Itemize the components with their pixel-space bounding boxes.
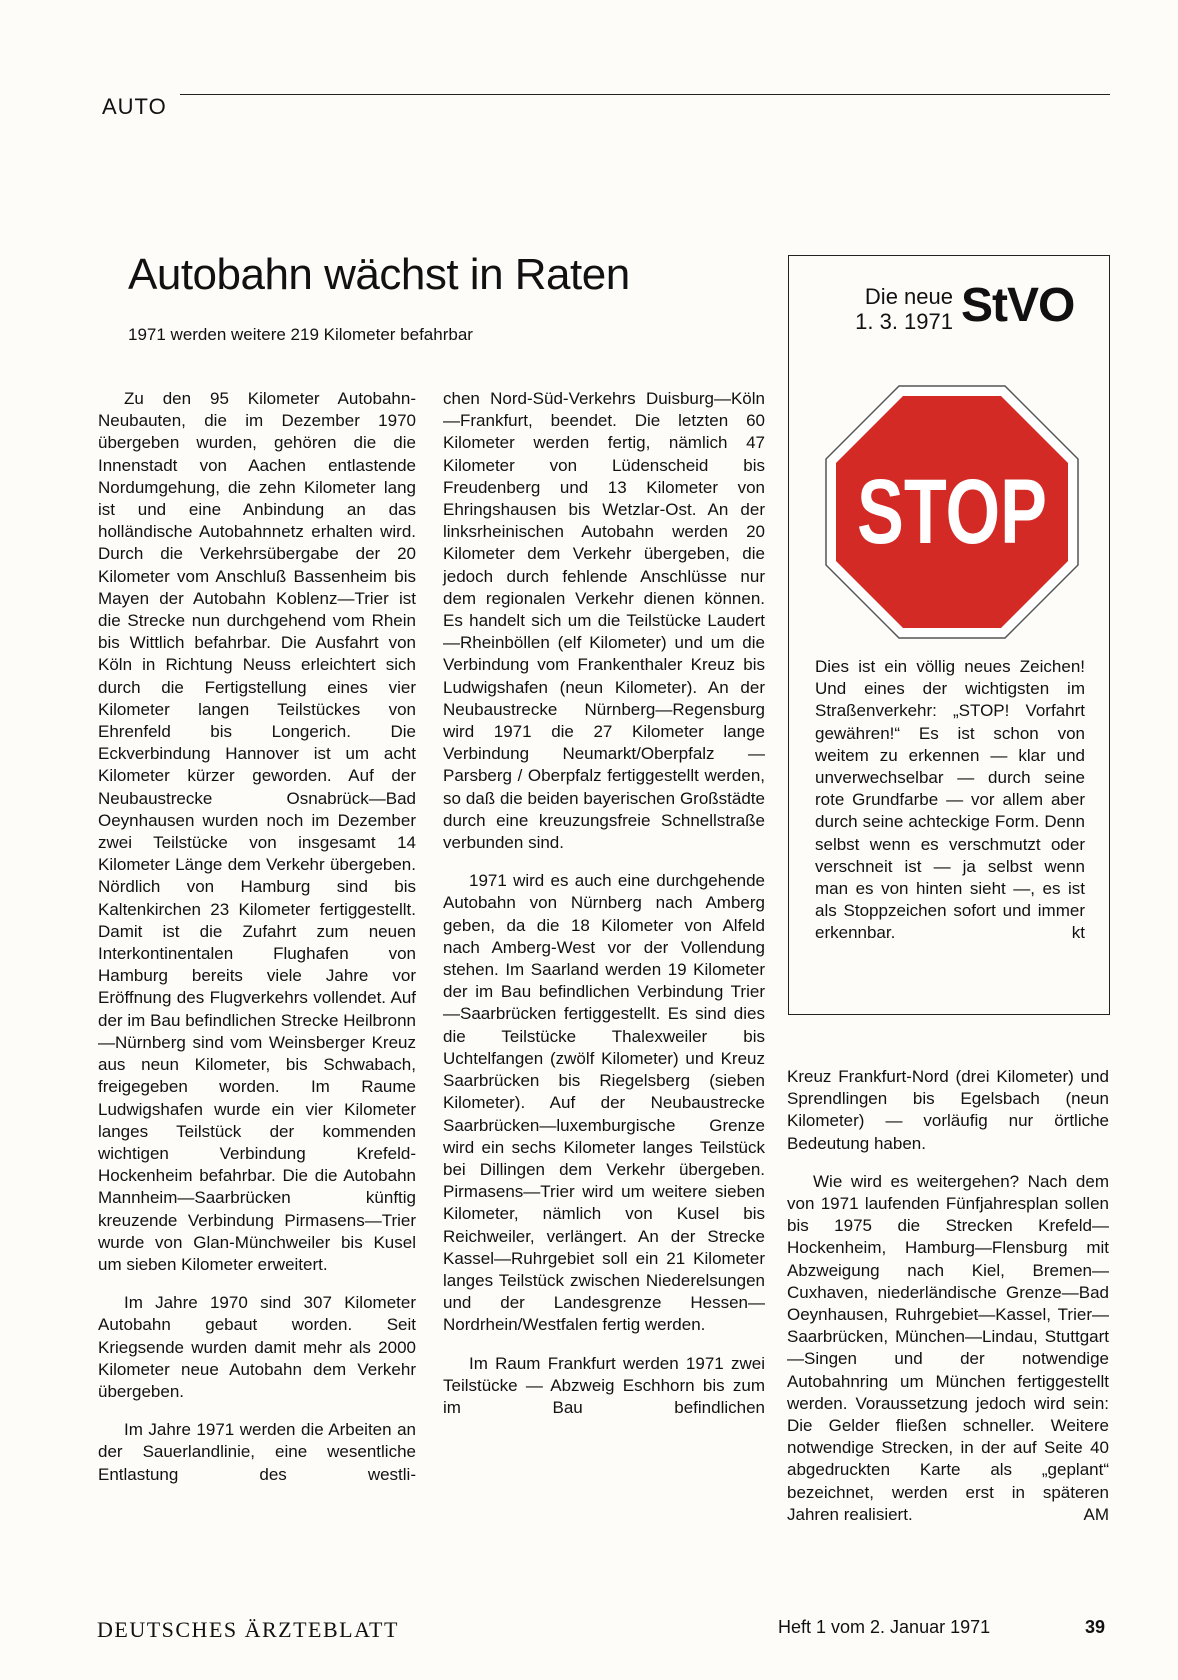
article-column-1	[98, 388, 416, 1502]
paragraph	[787, 1171, 1109, 1526]
article-column-3	[787, 1066, 1109, 1542]
paragraph: 1971 wird es auch eine durchgehende Autobahn von Nürnberg nach Amberg geben, da die 18 Kilometer von Alfeld nach Amberg-West vor der Vollendung stehen. Im Saarland werden 19 Kilometer der im Bau befindlichen Verbindung Trier—Saarbrücken fertiggestellt. Es sind dies die Teilstücke Thalexweiler bis Uchtelfangen (zwölf Kilometer) und Kreuz Saarbrücken bis Riegelsberg (sieben Kilometer). Auf der Neubaustrecke Saarbrücken—luxemburgische Grenze wird ein sechs Kilometer langes Teilstück bei Dillingen dem Verkehr übergeben. Pirmasens—Trier wird um weitere sieben Kilometer, nämlich von Kusel bis Reichweiler, verlängert. An der Strecke Kassel—Ruhrgebiet soll ein 21 Kilometer langes Teilstück zwischen Niederelsungen und der Landesgrenze Hessen—Nordrhein/Westfalen fertig werden.	[443, 871, 765, 1335]
stvo-intro	[847, 284, 953, 334]
header-rule	[180, 94, 1110, 95]
publication-name: DEUTSCHES ÄRZTEBLATT	[97, 1617, 399, 1642]
article-subtitle: 1971 werden weitere 219 Kilometer befahrbar	[128, 325, 473, 344]
stop-sign-text: STOP	[857, 461, 1047, 563]
stvo-date: 1. 3. 1971	[855, 309, 953, 334]
issue-info: Heft 1 vom 2. Januar 1971	[778, 1617, 991, 1637]
paragraph: Im Raum Frankfurt werden 1971 zwei Teilstücke — Abzweig Eschhorn bis zum im Bau befindlichen	[443, 1353, 765, 1417]
paragraph: Kreuz Frankfurt-Nord (drei Kilometer) und Sprendlingen bis Egelsbach (neun Kilometer) — vorläufig nur örtliche Bedeutung haben.	[787, 1067, 1109, 1153]
stvo-title: StVO	[961, 279, 1075, 332]
paragraph: chen Nord-Süd-Verkehrs Duisburg—Köln—Frankfurt, beendet. Die letzten 60 Kilometer werden fertig, nämlich 47 Kilometer von Lüdenscheid bis Freudenberg und 13 Kilometer von Ehringshausen bis Wetzlar-Ost. An der linksrheinischen Autobahn werden 20 Kilometer dem Verkehr übergeben, die jedoch durch fehlende Anschlüsse nur dem regionalen Verkehr dienen können. Es handelt sich um die Teilstücke Laudert—Rheinböllen (elf Kilometer) und um die Verbindung vom Frankenthaler Kreuz bis Ludwigshafen (neun Kilometer). An der Neubaustrecke Nürnberg—Regensburg wird 1971 die 27 Kilometer lange Verbindung Neumarkt/Oberpfalz — Parsberg / Oberpfalz fertiggestellt werden, so daß die beiden bayerischen Großstädte durch eine kreuzungsfreie Schnellstraße verbunden sind.	[443, 389, 765, 853]
paragraph: Im Jahre 1971 werden die Arbeiten an der Sauerlandlinie, eine wesentliche Entlastung des westli-	[98, 1420, 416, 1484]
stvo-description	[815, 656, 1085, 945]
stvo-sidebar-box	[788, 255, 1110, 1015]
stvo-text: Dies ist ein völlig neues Zeichen! Und eines der wichtigsten im Straßenverkehr: „STOP! Vorfahrt gewähren!“ Es ist schon von weitem zu erkennen — klar und unverwechselbar — durch seine rote Grundfarbe — vor allem aber durch seine achteckige Form. Denn selbst wenn es verschmutzt oder verschneit ist — ja selbst wenn man es von hinten sieht —, es ist als Stoppzeichen sofort und immer erkennbar.	[815, 657, 1085, 943]
section-label: AUTO	[102, 94, 167, 119]
article-signature: AM	[1083, 1504, 1109, 1524]
page-number: 39	[1085, 1617, 1106, 1637]
article-column-2	[443, 388, 765, 1435]
stvo-signature: kt	[1071, 923, 1085, 943]
stvo-line-1: Die neue	[864, 284, 953, 309]
article-title: Autobahn wächst in Raten	[128, 250, 630, 299]
stop-sign-icon	[823, 383, 1081, 641]
paragraph-text: Wie wird es weitergehen? Nach dem von 1971 laufenden Fünfjahresplan sollen bis 1975 die Strecken Krefeld—Hockenheim, Hamburg—Flensburg mit Abzweigung nach Kiel, Bremen—Cuxhaven, niederländische Grenze—Bad Oeynhausen, Ruhrgebiet—Kassel, Trier—Saarbrücken, München—Lindau, Stuttgart—Singen und der notwendige Autobahnring um München fertiggestellt werden. Voraussetzung jedoch wird sein: Die Gelder fließen schneller. Weitere notwendige Strecken, in der auf Seite 40 abgedruckten Karte als „geplant“ bezeichnet, werden erst in späteren Jahren realisiert.	[787, 1171, 1109, 1524]
paragraph: Im Jahre 1970 sind 307 Kilometer Autobahn gebaut worden. Seit Kriegsende wurden damit mehr als 2000 Kilometer neue Autobahn dem Verkehr übergeben.	[98, 1293, 416, 1401]
paragraph: Zu den 95 Kilometer Autobahn-Neubauten, die im Dezember 1970 übergeben wurden, gehören die die Innenstadt von Aachen entlastende Nordumgehung, die zehn Kilometer lang ist und eine Anbindung an das holländische Autobahnnetz erhalten wird. Durch die Verkehrsübergabe der 20 Kilometer vom Anschluß Bassenheim bis Mayen der Autobahn Koblenz—Trier ist die Strecke nun durchgehend vom Rhein bis Wittlich befahrbar. Die Ausfahrt von Köln in Richtung Neuss erleichtert sich durch die Fertigstellung eines vier Kilometer langen Teilstückes von Ehrenfeld bis Longerich. Die Eckverbindung Hannover ist um acht Kilometer kürzer geworden. Auf der Neubaustrecke Osnabrück—Bad Oeynhausen wurden noch im Dezember zwei Teilstücke von insgesamt 14 Kilometer Länge dem Verkehr übergeben. Nördlich von Hamburg sind bis Kaltenkirchen 23 Kilometer fertiggestellt. Damit ist die Zufahrt zum neuen Interkontinentalen Flughafen von Hamburg bereits viele Jahre vor Eröffnung des Flugverkehrs vollendet. Auf der im Bau befindlichen Strecke Heilbronn—Nürnberg sind vom Weinsberger Kreuz aus neun Kilometer, bis Schwabach, freigegeben worden. Im Raume Ludwigshafen wurde ein vier Kilometer langes Teilstück der kommenden wichtigen Verbindung Krefeld-Hockenheim befahrbar. Die die Autobahn Mannheim—Saarbrücken künftig kreuzende Verbindung Pirmasens—Trier wurde von Glan-Münchweiler bis Kusel um sieben Kilometer erweitert.	[98, 389, 416, 1274]
